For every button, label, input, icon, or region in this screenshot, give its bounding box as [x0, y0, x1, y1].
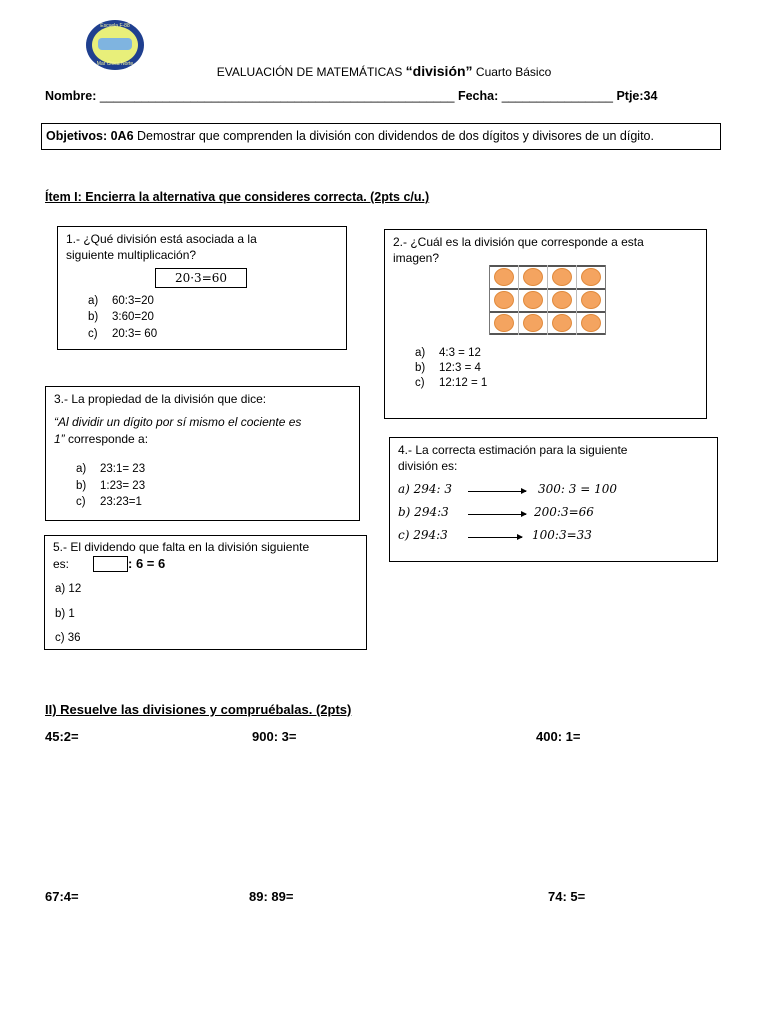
q4-option-a-arrow	[468, 491, 526, 492]
name-row	[45, 89, 657, 103]
page-title	[0, 63, 768, 79]
objectives-description: Demostrar que comprenden la división con dividendos de dos dígitos y divisores de un dígito.	[133, 129, 654, 143]
q4-option-b-arrow	[468, 514, 526, 515]
q3-option-b-letter: b)	[76, 480, 87, 492]
exercise-89-89: 89: 89=	[249, 889, 294, 904]
q2-line2: imagen?	[393, 251, 440, 265]
q2-option-b[interactable]	[415, 362, 481, 374]
q2-option-c-letter: c)	[415, 377, 425, 389]
q4-option-c-right[interactable]: 100:3=33	[532, 528, 592, 542]
q3-line2: “Al dividir un dígito por sí mismo el cociente es	[54, 415, 302, 429]
dot	[523, 291, 543, 309]
objectives-box	[41, 123, 721, 150]
q5-option-c[interactable]: c) 36	[55, 632, 81, 644]
section1-title: Ítem I: Encierra la alternativa que consideres correcta. (2pts c/u.)	[45, 190, 430, 204]
question-3-box	[45, 386, 360, 521]
q1-option-b-text: 3:60=20	[112, 311, 154, 323]
dot	[494, 291, 514, 309]
title-prefix: EVALUACIÓN DE MATEMÁTICAS	[216, 65, 406, 79]
q5-line1: 5.- El dividendo que falta en la división siguiente	[53, 540, 310, 554]
q3-option-c[interactable]	[76, 496, 142, 508]
q1-line2: siguiente multiplicación?	[66, 248, 197, 262]
q3-line3-rest: corresponde a:	[64, 432, 149, 446]
q3-option-b-text: 1:23= 23	[100, 480, 146, 492]
q1-line1: 1.- ¿Qué división está asociada a la	[66, 232, 257, 246]
q5-option-b[interactable]: b) 1	[55, 608, 75, 620]
q1-option-a-text: 60:3=20	[112, 295, 154, 307]
q3-option-c-text: 23:23=1	[100, 496, 142, 508]
dot	[494, 268, 514, 286]
q1-option-b-letter: b)	[88, 311, 99, 323]
dot	[523, 314, 543, 332]
question-1-box	[57, 226, 347, 350]
q1-option-a-letter: a)	[88, 295, 99, 307]
dot	[494, 314, 514, 332]
date-label: Fecha:	[457, 89, 499, 103]
grid-line	[547, 265, 548, 335]
score-label: Ptje:34	[616, 89, 658, 103]
q1-multiplication: 20·3=60	[155, 268, 247, 288]
q3-line3-italic: 1”	[54, 432, 65, 446]
q3-option-a[interactable]	[76, 463, 146, 475]
logo-text-bottom: Mar Chica Norte	[96, 61, 134, 67]
q1-option-b[interactable]	[88, 311, 154, 323]
q3-option-a-letter: a)	[76, 463, 87, 475]
q5-option-a[interactable]: a) 12	[55, 583, 82, 595]
q4-option-a-left[interactable]: a) 294: 3	[398, 482, 453, 496]
dot	[581, 268, 601, 286]
exercise-74-5: 74: 5=	[548, 889, 586, 904]
question-5-box	[44, 535, 367, 650]
section2-title: II) Resuelve las divisiones y compruébalas. (2pts)	[45, 702, 352, 717]
name-label: Nombre:	[45, 89, 97, 103]
q4-line2: división es:	[398, 459, 458, 473]
objectives-text	[46, 129, 654, 143]
q5-blank-box[interactable]	[93, 556, 128, 572]
title-suffix: Cuarto Básico	[472, 65, 552, 79]
q2-dots-image	[489, 265, 606, 335]
name-field[interactable]: ___________________________________________________	[99, 89, 455, 103]
objectives-label: Objetivos: 0A6	[46, 129, 134, 143]
grid-line	[518, 265, 519, 335]
exercise-67-4: 67:4=	[45, 889, 79, 904]
q4-option-b-right[interactable]: 200:3=66	[534, 505, 594, 519]
q2-option-b-letter: b)	[415, 362, 426, 374]
q3-option-b[interactable]	[76, 480, 146, 492]
q2-option-a[interactable]	[415, 347, 481, 359]
logo-text-top: Escuela F-88	[100, 23, 130, 29]
dot	[581, 291, 601, 309]
title-topic: “división”	[405, 63, 473, 79]
exercise-900-3: 900: 3=	[252, 729, 297, 744]
q3-line3	[54, 432, 148, 446]
dot	[552, 291, 572, 309]
q2-option-a-letter: a)	[415, 347, 426, 359]
q1-option-c-text: 20:3= 60	[112, 328, 158, 340]
question-4-box	[389, 437, 718, 562]
exercise-400-1: 400: 1=	[536, 729, 581, 744]
dot	[552, 314, 572, 332]
q1-option-c[interactable]	[88, 328, 158, 340]
exercise-45-2: 45:2=	[45, 729, 79, 744]
q4-option-b-left[interactable]: b) 294:3	[398, 505, 449, 519]
q2-option-c-text: 12:12 = 1	[439, 377, 488, 389]
q3-line1: 3.- La propiedad de la división que dice:	[54, 392, 267, 406]
q3-option-c-letter: c)	[76, 496, 86, 508]
q4-option-c-left[interactable]: c) 294:3	[398, 528, 448, 542]
dot	[523, 268, 543, 286]
q1-option-c-letter: c)	[88, 328, 98, 340]
q5-line2: es:	[53, 557, 70, 571]
q2-line1: 2.- ¿Cuál es la división que corresponde a esta	[393, 235, 644, 249]
q4-option-a-right[interactable]: 300: 3 = 100	[538, 482, 617, 496]
q2-option-b-text: 12:3 = 4	[439, 362, 481, 374]
q3-option-a-text: 23:1= 23	[100, 463, 146, 475]
date-field[interactable]: ________________	[501, 89, 613, 103]
dot	[581, 314, 601, 332]
q2-option-c[interactable]	[415, 377, 488, 389]
q4-option-c-arrow	[468, 537, 522, 538]
dot	[552, 268, 572, 286]
grid-line	[576, 265, 577, 335]
q4-line1: 4.- La correcta estimación para la siguiente	[398, 443, 628, 457]
logo-banner	[98, 38, 132, 50]
q2-option-a-text: 4:3 = 12	[439, 347, 481, 359]
q5-expression: : 6 = 6	[128, 556, 166, 571]
q1-option-a[interactable]	[88, 295, 154, 307]
